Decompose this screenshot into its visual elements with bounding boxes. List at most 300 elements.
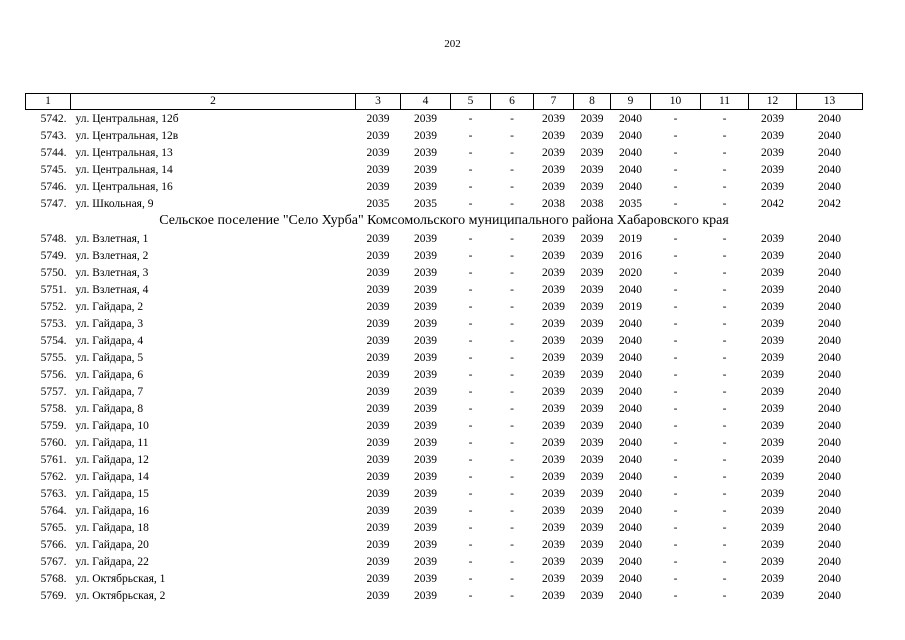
year-cell-col-8: 2039: [580, 232, 604, 245]
column-header-13: 13: [797, 94, 863, 110]
year-cell-col-12: 2039: [761, 385, 784, 398]
year-cell-col-3: 2039: [366, 283, 390, 296]
year-cell-col-5: -: [468, 163, 473, 176]
year-cell-col-7: 2039: [542, 402, 565, 415]
year-cell-col-9: 2019: [619, 300, 642, 313]
year-cell-col-7: 2039: [542, 504, 565, 517]
address-cell: ул. Центральная, 13: [75, 146, 173, 159]
year-cell-col-3: 2039: [366, 402, 390, 415]
row-number: 5765.: [40, 521, 67, 534]
year-cell-col-6: -: [510, 334, 514, 347]
row-number: 5763.: [40, 487, 67, 500]
year-cell-col-6: -: [510, 436, 514, 449]
year-cell-col-9: 2040: [619, 521, 642, 534]
year-cell-col-11: -: [722, 436, 727, 449]
year-cell-col-10: -: [673, 385, 678, 398]
year-cell-col-10: -: [673, 283, 678, 296]
year-cell-col-6: -: [510, 283, 514, 296]
year-cell-col-9: 2019: [619, 232, 642, 245]
year-cell-col-10: -: [673, 368, 678, 381]
year-cell-col-3: 2039: [366, 385, 390, 398]
year-cell-col-13: 2040: [818, 300, 841, 313]
year-cell-col-7: 2039: [542, 419, 565, 432]
year-cell-col-5: -: [468, 453, 473, 466]
year-cell-col-12: 2042: [761, 197, 784, 210]
table-row: [26, 144, 863, 161]
year-cell-col-13: 2040: [818, 538, 841, 551]
year-cell-col-12: 2039: [761, 300, 784, 313]
year-cell-col-4: 2035: [414, 197, 437, 210]
year-cell-col-4: 2039: [414, 436, 437, 449]
year-cell-col-13: 2042: [818, 197, 841, 210]
year-cell-col-12: 2039: [761, 436, 784, 449]
address-cell: ул. Гайдара, 22: [75, 555, 149, 568]
year-cell-col-9: 2035: [619, 197, 642, 210]
year-cell-col-11: -: [722, 300, 727, 313]
address-cell: ул. Гайдара, 2: [75, 300, 144, 313]
year-cell-col-12: 2039: [761, 402, 784, 415]
year-cell-col-12: 2039: [761, 470, 784, 483]
year-cell-col-11: -: [722, 402, 727, 415]
year-cell-col-5: -: [468, 317, 473, 330]
year-cell-col-8: 2039: [580, 249, 604, 262]
year-cell-col-5: -: [468, 197, 473, 210]
year-cell-col-10: -: [673, 351, 678, 364]
year-cell-col-11: -: [722, 521, 727, 534]
year-cell-col-10: -: [673, 538, 678, 551]
year-cell-col-5: -: [468, 470, 473, 483]
year-cell-col-5: -: [468, 334, 473, 347]
year-cell-col-7: 2039: [542, 436, 565, 449]
year-cell-col-3: 2039: [366, 470, 390, 483]
year-cell-col-13: 2040: [818, 163, 841, 176]
year-cell-col-10: -: [673, 180, 678, 193]
year-cell-col-7: 2039: [542, 572, 565, 585]
year-cell-col-8: 2039: [580, 300, 604, 313]
year-cell-col-13: 2040: [818, 572, 841, 585]
year-cell-col-7: 2039: [542, 112, 565, 125]
year-cell-col-4: 2039: [414, 232, 437, 245]
year-cell-col-4: 2039: [414, 146, 437, 159]
row-number: 5751.: [40, 283, 67, 296]
table-row: [26, 315, 863, 332]
year-cell-col-8: 2039: [580, 555, 604, 568]
table-row: [26, 417, 863, 434]
year-cell-col-13: 2040: [818, 453, 841, 466]
address-cell: ул. Гайдара, 8: [75, 402, 144, 415]
year-cell-col-3: 2039: [366, 112, 390, 125]
year-cell-col-4: 2039: [414, 589, 437, 602]
year-cell-col-5: -: [468, 300, 473, 313]
table-row: [26, 230, 863, 247]
column-header-2: 2: [71, 94, 356, 110]
table-row: [26, 281, 863, 298]
year-cell-col-13: 2040: [818, 436, 841, 449]
year-cell-col-4: 2039: [414, 385, 437, 398]
table-row: [26, 195, 863, 212]
row-number: 5754.: [40, 334, 67, 347]
year-cell-col-3: 2039: [366, 453, 390, 466]
table-row: [26, 536, 863, 553]
row-number: 5747.: [40, 197, 67, 210]
year-cell-col-8: 2039: [580, 146, 604, 159]
year-cell-col-11: -: [722, 180, 727, 193]
year-cell-col-11: -: [722, 470, 727, 483]
year-cell-col-12: 2039: [761, 555, 784, 568]
year-cell-col-13: 2040: [818, 368, 841, 381]
year-cell-col-13: 2040: [818, 419, 841, 432]
year-cell-col-5: -: [468, 555, 473, 568]
year-cell-col-9: 2040: [619, 538, 642, 551]
address-cell: ул. Гайдара, 11: [75, 436, 149, 449]
year-cell-col-6: -: [510, 487, 514, 500]
year-cell-col-7: 2039: [542, 368, 565, 381]
table-body: [26, 110, 863, 605]
year-cell-col-5: -: [468, 419, 473, 432]
year-cell-col-3: 2039: [366, 232, 390, 245]
column-header-6: 6: [491, 94, 534, 110]
table-row: [26, 400, 863, 417]
year-cell-col-3: 2039: [366, 555, 390, 568]
table-row: [26, 519, 863, 536]
year-cell-col-8: 2039: [580, 436, 604, 449]
year-cell-col-10: -: [673, 487, 678, 500]
year-cell-col-10: -: [673, 521, 678, 534]
year-cell-col-12: 2039: [761, 283, 784, 296]
year-cell-col-7: 2038: [542, 197, 565, 210]
row-number: 5757.: [40, 385, 67, 398]
year-cell-col-10: -: [673, 470, 678, 483]
year-cell-col-12: 2039: [761, 368, 784, 381]
year-cell-col-3: 2039: [366, 521, 390, 534]
year-cell-col-6: -: [510, 419, 514, 432]
row-number: 5750.: [40, 266, 67, 279]
year-cell-col-12: 2039: [761, 589, 784, 602]
year-cell-col-11: -: [722, 589, 727, 602]
year-cell-col-12: 2039: [761, 163, 784, 176]
year-cell-col-6: -: [510, 232, 514, 245]
table-row: [26, 434, 863, 451]
year-cell-col-3: 2039: [366, 129, 390, 142]
year-cell-col-7: 2039: [542, 163, 565, 176]
year-cell-col-5: -: [468, 368, 473, 381]
year-cell-col-7: 2039: [542, 351, 565, 364]
year-cell-col-4: 2039: [414, 351, 437, 364]
column-header-11: 11: [701, 94, 749, 110]
year-cell-col-5: -: [468, 572, 473, 585]
year-cell-col-7: 2039: [542, 232, 565, 245]
year-cell-col-4: 2039: [414, 163, 437, 176]
year-cell-col-13: 2040: [818, 521, 841, 534]
year-cell-col-9: 2020: [619, 266, 642, 279]
year-cell-col-10: -: [673, 300, 678, 313]
year-cell-col-10: -: [673, 402, 678, 415]
year-cell-col-3: 2039: [366, 163, 390, 176]
year-cell-col-8: 2039: [580, 368, 604, 381]
year-cell-col-4: 2039: [414, 521, 437, 534]
year-cell-col-10: -: [673, 419, 678, 432]
year-cell-col-4: 2039: [414, 402, 437, 415]
year-cell-col-10: -: [673, 232, 678, 245]
year-cell-col-6: -: [510, 317, 514, 330]
address-cell: ул. Гайдара, 15: [75, 487, 149, 500]
row-number: 5755.: [40, 351, 67, 364]
year-cell-col-10: -: [673, 249, 678, 262]
table-row: [26, 383, 863, 400]
year-cell-col-13: 2040: [818, 232, 841, 245]
year-cell-col-7: 2039: [542, 589, 565, 602]
year-cell-col-10: -: [673, 453, 678, 466]
year-cell-col-5: -: [468, 180, 473, 193]
year-cell-col-10: -: [673, 504, 678, 517]
year-cell-col-13: 2040: [818, 180, 841, 193]
year-cell-col-13: 2040: [818, 402, 841, 415]
row-number: 5769.: [40, 589, 67, 602]
year-cell-col-9: 2040: [619, 368, 642, 381]
year-cell-col-7: 2039: [542, 453, 565, 466]
year-cell-col-8: 2039: [580, 538, 604, 551]
year-cell-col-8: 2039: [580, 334, 604, 347]
address-cell: ул. Школьная, 9: [75, 197, 154, 210]
year-cell-col-3: 2039: [366, 589, 390, 602]
row-number: 5768.: [40, 572, 67, 585]
year-cell-col-7: 2039: [542, 266, 565, 279]
year-cell-col-13: 2040: [818, 112, 841, 125]
year-cell-col-4: 2039: [414, 538, 437, 551]
year-cell-col-5: -: [468, 112, 473, 125]
year-cell-col-6: -: [510, 572, 514, 585]
year-cell-col-11: -: [722, 368, 727, 381]
year-cell-col-9: 2040: [619, 487, 642, 500]
year-cell-col-10: -: [673, 197, 678, 210]
address-cell: ул. Октябрьская, 1: [75, 572, 166, 585]
table-row: [26, 298, 863, 315]
year-cell-col-4: 2039: [414, 453, 437, 466]
year-cell-col-5: -: [468, 538, 473, 551]
year-cell-col-7: 2039: [542, 300, 565, 313]
year-cell-col-6: -: [510, 112, 514, 125]
year-cell-col-7: 2039: [542, 538, 565, 551]
year-cell-col-11: -: [722, 351, 727, 364]
year-cell-col-4: 2039: [414, 572, 437, 585]
table-row: [26, 264, 863, 281]
year-cell-col-9: 2040: [619, 112, 642, 125]
column-header-1: 1: [26, 94, 71, 110]
year-cell-col-3: 2039: [366, 572, 390, 585]
address-cell: ул. Гайдара, 10: [75, 419, 149, 432]
year-cell-col-9: 2040: [619, 180, 642, 193]
year-cell-col-8: 2039: [580, 266, 604, 279]
year-cell-col-12: 2039: [761, 180, 784, 193]
year-cell-col-3: 2039: [366, 436, 390, 449]
year-cell-col-13: 2040: [818, 317, 841, 330]
year-cell-col-5: -: [468, 249, 473, 262]
year-cell-col-7: 2039: [542, 385, 565, 398]
year-cell-col-6: -: [510, 521, 514, 534]
year-cell-col-9: 2040: [619, 572, 642, 585]
year-cell-col-8: 2039: [580, 112, 604, 125]
year-cell-col-5: -: [468, 232, 473, 245]
year-cell-col-8: 2039: [580, 317, 604, 330]
year-cell-col-10: -: [673, 589, 678, 602]
table-row: [26, 587, 863, 604]
year-cell-col-12: 2039: [761, 146, 784, 159]
year-cell-col-9: 2040: [619, 334, 642, 347]
year-cell-col-6: -: [510, 163, 514, 176]
year-cell-col-13: 2040: [818, 266, 841, 279]
year-cell-col-3: 2039: [366, 351, 390, 364]
year-cell-col-4: 2039: [414, 368, 437, 381]
year-cell-col-10: -: [673, 334, 678, 347]
year-cell-col-3: 2039: [366, 487, 390, 500]
year-cell-col-4: 2039: [414, 249, 437, 262]
year-cell-col-10: -: [673, 436, 678, 449]
year-cell-col-10: -: [673, 572, 678, 585]
row-number: 5767.: [40, 555, 67, 568]
year-cell-col-12: 2039: [761, 351, 784, 364]
address-cell: ул. Гайдара, 14: [75, 470, 149, 483]
year-cell-col-13: 2040: [818, 487, 841, 500]
row-number: 5762.: [40, 470, 67, 483]
column-header-4: 4: [401, 94, 451, 110]
year-cell-col-3: 2039: [366, 334, 390, 347]
year-cell-col-11: -: [722, 197, 727, 210]
address-cell: ул. Центральная, 14: [75, 163, 173, 176]
year-cell-col-12: 2039: [761, 266, 784, 279]
section-row: [26, 212, 863, 230]
year-cell-col-3: 2039: [366, 146, 390, 159]
housing-registry-table: [25, 93, 863, 604]
year-cell-col-9: 2040: [619, 385, 642, 398]
row-number: 5743.: [40, 129, 67, 142]
year-cell-col-12: 2039: [761, 572, 784, 585]
year-cell-col-6: -: [510, 368, 514, 381]
column-header-3: 3: [356, 94, 401, 110]
table-row: [26, 247, 863, 264]
year-cell-col-9: 2016: [619, 249, 642, 262]
year-cell-col-9: 2040: [619, 504, 642, 517]
year-cell-col-8: 2039: [580, 453, 604, 466]
row-number: 5745.: [40, 163, 67, 176]
year-cell-col-5: -: [468, 146, 473, 159]
year-cell-col-13: 2040: [818, 283, 841, 296]
table-row: [26, 485, 863, 502]
year-cell-col-4: 2039: [414, 300, 437, 313]
year-cell-col-12: 2039: [761, 538, 784, 551]
table-row: [26, 451, 863, 468]
year-cell-col-3: 2039: [366, 300, 390, 313]
year-cell-col-3: 2039: [366, 538, 390, 551]
address-cell: ул. Гайдара, 6: [75, 368, 144, 381]
year-cell-col-11: -: [722, 283, 727, 296]
table-row: [26, 349, 863, 366]
row-number: 5760.: [40, 436, 67, 449]
column-header-8: 8: [574, 94, 611, 110]
column-header-12: 12: [749, 94, 797, 110]
year-cell-col-4: 2039: [414, 555, 437, 568]
year-cell-col-11: -: [722, 317, 727, 330]
year-cell-col-11: -: [722, 538, 727, 551]
address-cell: ул. Центральная, 16: [75, 180, 173, 193]
year-cell-col-11: -: [722, 129, 727, 142]
year-cell-col-11: -: [722, 487, 727, 500]
year-cell-col-11: -: [722, 334, 727, 347]
year-cell-col-5: -: [468, 589, 473, 602]
year-cell-col-8: 2039: [580, 487, 604, 500]
table-row: [26, 127, 863, 144]
year-cell-col-7: 2039: [542, 129, 565, 142]
year-cell-col-4: 2039: [414, 504, 437, 517]
year-cell-col-9: 2040: [619, 163, 642, 176]
year-cell-col-6: -: [510, 385, 514, 398]
year-cell-col-13: 2040: [818, 504, 841, 517]
year-cell-col-9: 2040: [619, 419, 642, 432]
year-cell-col-4: 2039: [414, 487, 437, 500]
year-cell-col-7: 2039: [542, 249, 565, 262]
year-cell-col-8: 2039: [580, 402, 604, 415]
year-cell-col-3: 2035: [366, 197, 390, 210]
year-cell-col-10: -: [673, 266, 678, 279]
row-number: 5742.: [40, 112, 67, 125]
address-cell: ул. Гайдара, 3: [75, 317, 144, 330]
year-cell-col-6: -: [510, 402, 514, 415]
year-cell-col-5: -: [468, 283, 473, 296]
year-cell-col-8: 2039: [580, 419, 604, 432]
year-cell-col-5: -: [468, 129, 473, 142]
year-cell-col-9: 2040: [619, 283, 642, 296]
year-cell-col-5: -: [468, 402, 473, 415]
year-cell-col-7: 2039: [542, 470, 565, 483]
year-cell-col-8: 2039: [580, 572, 604, 585]
year-cell-col-11: -: [722, 266, 727, 279]
year-cell-col-11: -: [722, 504, 727, 517]
year-cell-col-12: 2039: [761, 334, 784, 347]
table-row: [26, 110, 863, 128]
year-cell-col-8: 2039: [580, 163, 604, 176]
column-header-5: 5: [451, 94, 491, 110]
year-cell-col-4: 2039: [414, 317, 437, 330]
year-cell-col-9: 2040: [619, 317, 642, 330]
year-cell-col-4: 2039: [414, 129, 437, 142]
year-cell-col-7: 2039: [542, 555, 565, 568]
year-cell-col-10: -: [673, 146, 678, 159]
year-cell-col-4: 2039: [414, 470, 437, 483]
year-cell-col-11: -: [722, 555, 727, 568]
year-cell-col-10: -: [673, 317, 678, 330]
year-cell-col-9: 2040: [619, 470, 642, 483]
year-cell-col-7: 2039: [542, 317, 565, 330]
year-cell-col-4: 2039: [414, 419, 437, 432]
year-cell-col-12: 2039: [761, 112, 784, 125]
row-number: 5761.: [40, 453, 67, 466]
page-number: 202: [444, 38, 461, 50]
year-cell-col-9: 2040: [619, 129, 642, 142]
address-cell: ул. Взлетная, 4: [75, 283, 149, 296]
year-cell-col-5: -: [468, 436, 473, 449]
year-cell-col-11: -: [722, 112, 727, 125]
year-cell-col-12: 2039: [761, 453, 784, 466]
year-cell-col-13: 2040: [818, 334, 841, 347]
address-cell: ул. Гайдара, 12: [75, 453, 149, 466]
address-cell: ул. Центральная, 12б: [75, 112, 179, 125]
year-cell-col-13: 2040: [818, 470, 841, 483]
year-cell-col-9: 2040: [619, 453, 642, 466]
year-cell-col-3: 2039: [366, 504, 390, 517]
year-cell-col-5: -: [468, 487, 473, 500]
year-cell-col-12: 2039: [761, 317, 784, 330]
row-number: 5752.: [40, 300, 67, 313]
year-cell-col-9: 2040: [619, 146, 642, 159]
